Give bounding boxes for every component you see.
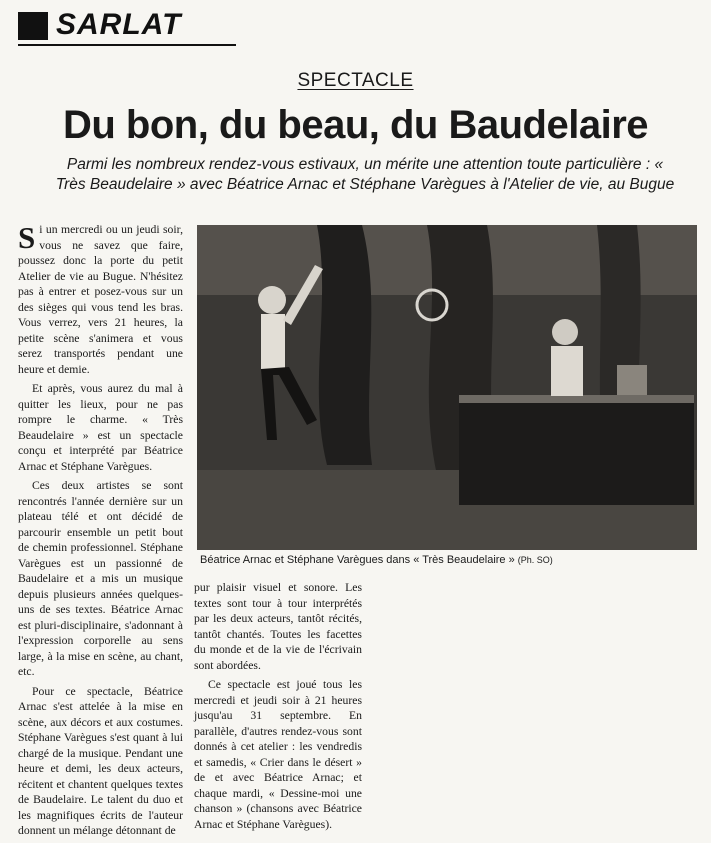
photo-illustration: [197, 225, 697, 550]
article-column-2: [194, 580, 362, 836]
stage-photo: [197, 225, 697, 550]
section-name: SARLAT: [56, 8, 182, 41]
drop-cap: S: [18, 220, 36, 255]
kicker: [0, 70, 711, 92]
masthead-block: [18, 12, 48, 40]
paragraph: [18, 222, 183, 377]
section-masthead: [18, 8, 236, 42]
paragraph: Ce spectacle est joué tous les mercredi et jeudi soir à 21 heures jusqu'au 31 septembre. En parallèle, d'autres rendez-vous sont donnés à cet atelier : les vendredis et samedis, « Crier dans le désert » de et avec Béatrice Arnac; et chaque mardi, « Dessine-moi une chanson » (chansons avec Béatrice Arnac et Stéphane Varègues).: [194, 678, 362, 831]
photo-caption: [200, 554, 700, 566]
headline: Du bon, du beau, du Baudelaire: [62, 103, 649, 147]
paragraph-text: i un mercredi ou un jeudi soir, vous ne savez que faire, poussez donc la porte du petit Atelier de vie au Bugue. N'hésitez pas à entrer et posez-vous sur un des sièges qui vous tend les bras. Vous verrez, vers 21 heures, la petite scène s'animera et vous serez transportés pendant une heure et demie.: [18, 223, 183, 376]
photo-credit: (Ph. SO): [517, 555, 553, 565]
article-column-1: [18, 222, 183, 843]
paragraph: Ces deux artistes se sont rencontrés l'année dernière sur un plateau télé et ont décidé de parcourir ensemble un petit bout de chemin professionnel. Stéphane Varègues est un passionné de Baudelaire et a mis un musique depuis plusieurs années quelques-uns de ses textes. Béatrice Arnac est pluri-disciplinaire, s'adonnant à l'expression corporelle au sens large, à la mise en scène, au chant, etc.: [18, 479, 183, 678]
masthead-rule: [18, 44, 236, 46]
paragraph: pur plaisir visuel et sonore. Les textes sont tour à tour interprétés par les deux acteurs, tantôt récités, tantôt chantés. Toutes les facettes du monde et de la vie de l'écrivain sont abordées.: [194, 581, 362, 672]
paragraph: Et après, vous aurez du mal à quitter les lieux, pour ne pas rompre le charme. « Très Beaudelaire » est un spectacle conçu et interprété par Béatrice Arnac et Stéphane Varègues.: [18, 382, 183, 473]
caption-text: Béatrice Arnac et Stéphane Varègues dans « Très Beaudelaire »: [200, 554, 515, 566]
paragraph: Pour ce spectacle, Béatrice Arnac s'est attelée à la mise en scène, aux décors et aux costumes. Stéphane Varègues s'est quant à lui chargé de la musique. Pendant une heure et demi, les deux acteurs, récitent et chantent quelques textes de Baudelaire. Le talent du duo et les magnifiques écrits de l'auteur donnent un mélange détonnant de: [18, 684, 183, 837]
kicker-label: SPECTACLE: [297, 70, 414, 91]
standfirst: Parmi les nombreux rendez-vous estivaux, un mérite une attention toute particulière : « Très Beaudelaire » avec Béatrice Arnac et Stéphane Varègues à l'Atelier de vie, au Bugue: [55, 156, 675, 193]
